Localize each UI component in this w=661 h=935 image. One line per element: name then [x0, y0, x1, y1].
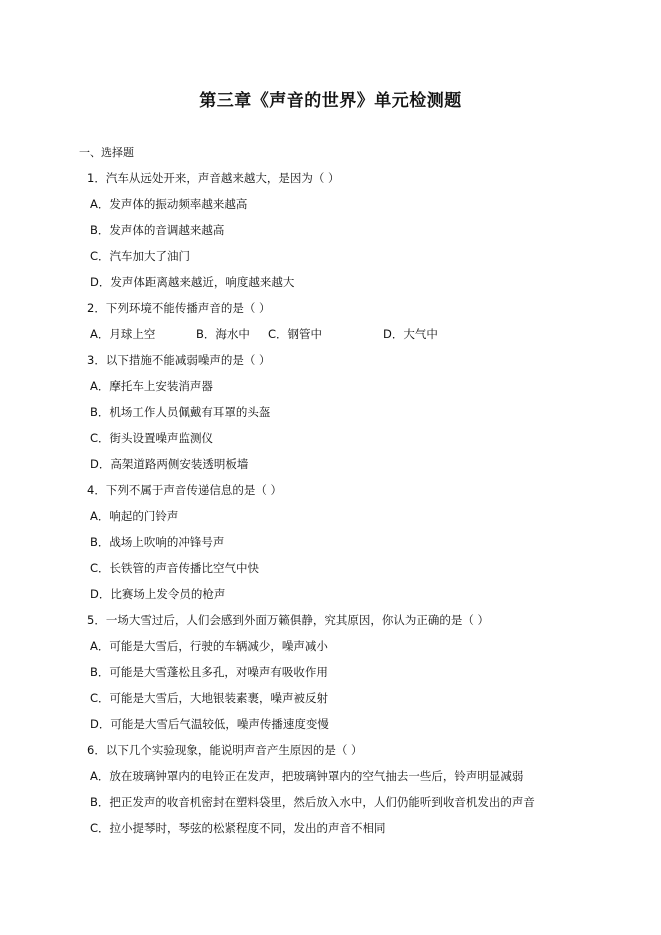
- question-5-option-a: A．可能是大雪后，行驶的车辆减少，噪声减小: [90, 639, 328, 653]
- question-5-stem: 5．一场大雪过后，人们会感到外面万籁俱静，究其原因，你认为正确的是（ ）: [87, 613, 489, 627]
- question-1-option-b: B．发声体的音调越来越高: [90, 223, 225, 237]
- question-1-stem: 1．汽车从远处开来，声音越来越大，是因为（ ）: [87, 171, 340, 185]
- question-3-option-a: A．摩托车上安装消声器: [90, 379, 213, 393]
- question-6-option-c: C．拉小提琴时，琴弦的松紧程度不同，发出的声音不相同: [90, 821, 386, 835]
- question-5-option-b: B．可能是大雪蓬松且多孔，对噪声有吸收作用: [90, 665, 328, 679]
- question-4-option-a: A．响起的门铃声: [90, 509, 179, 523]
- question-6-option-a: A．放在玻璃钟罩内的电铃正在发声，把玻璃钟罩内的空气抽去一些后，铃声明显减弱: [90, 769, 524, 783]
- question-6-option-b: B．把正发声的收音机密封在塑料袋里，然后放入水中，人们仍能听到收音机发出的声音: [90, 795, 535, 809]
- question-4-stem: 4．下列不属于声音传递信息的是（ ）: [87, 483, 282, 497]
- question-5-option-d: D．可能是大雪后气温较低，噪声传播速度变慢: [90, 717, 329, 731]
- section-heading: 一、选择题: [79, 146, 134, 159]
- question-2-option-d: D．大气中: [383, 327, 438, 341]
- question-1-option-c: C．汽车加大了油门: [90, 249, 191, 263]
- question-2-option-b: B．海水中: [196, 327, 250, 341]
- question-3-option-c: C．街头设置噪声监测仪: [90, 431, 214, 445]
- question-1-option-d: D．发声体距离越来越近，响度越来越大: [90, 275, 295, 289]
- question-4-option-c: C．长铁管的声音传播比空气中快: [90, 561, 260, 575]
- question-3-option-d: D．高架道路两侧安装透明板墙: [90, 457, 249, 471]
- question-4-option-b: B．战场上吹响的冲锋号声: [90, 535, 225, 549]
- question-3-stem: 3．以下措施不能减弱噪声的是（ ）: [87, 353, 271, 367]
- document-title: 第三章《声音的世界》单元检测题: [199, 91, 462, 111]
- question-2-option-c: C．钢管中: [268, 327, 323, 341]
- question-2-option-a: A．月球上空: [90, 327, 156, 341]
- question-1-option-a: A．发声体的振动频率越来越高: [90, 197, 248, 211]
- question-3-option-b: B．机场工作人员佩戴有耳罩的头盔: [90, 405, 271, 419]
- question-2-stem: 2．下列环境不能传播声音的是（ ）: [87, 301, 271, 315]
- question-6-stem: 6．以下几个实验现象，能说明声音产生原因的是（ ）: [87, 743, 363, 757]
- question-4-option-d: D．比赛场上发令员的枪声: [90, 587, 226, 601]
- question-5-option-c: C．可能是大雪后，大地银装素裹，噪声被反射: [90, 691, 329, 705]
